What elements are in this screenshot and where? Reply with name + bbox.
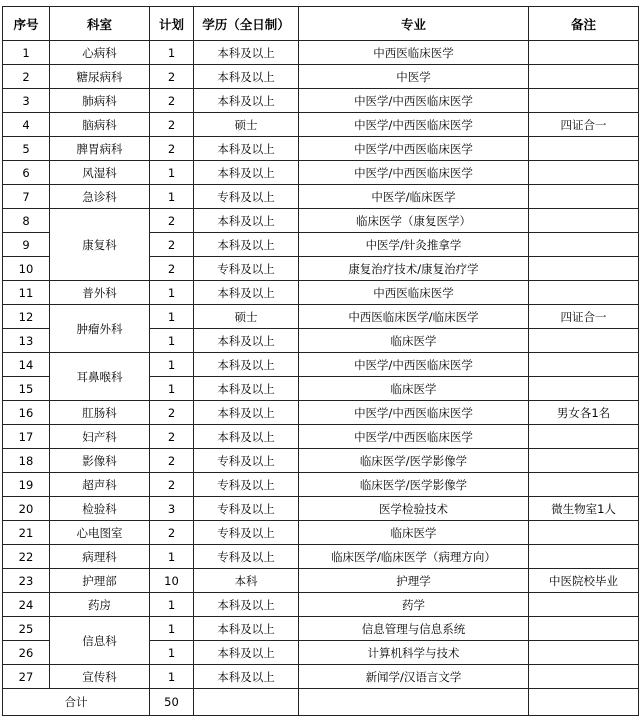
cell-seq: 9 <box>3 233 50 257</box>
cell-seq: 2 <box>3 65 50 89</box>
cell-seq: 24 <box>3 593 50 617</box>
cell-note: 男女各1名 <box>529 401 639 425</box>
cell-seq: 27 <box>3 665 50 689</box>
total-plan: 50 <box>150 689 194 716</box>
cell-edu: 本科及以上 <box>194 233 299 257</box>
cell-major: 康复治疗技术/康复治疗学 <box>299 257 529 281</box>
cell-plan: 1 <box>150 665 194 689</box>
cell-major: 中医学 <box>299 65 529 89</box>
table-row <box>3 569 639 593</box>
cell-seq: 1 <box>3 41 50 65</box>
cell-dept: 超声科 <box>50 473 150 497</box>
cell-plan: 2 <box>150 113 194 137</box>
cell-note <box>529 593 639 617</box>
cell-edu: 本科 <box>194 569 299 593</box>
cell-edu: 专科及以上 <box>194 257 299 281</box>
cell-dept: 脾胃病科 <box>50 137 150 161</box>
table-row <box>3 209 639 233</box>
table-row <box>3 137 639 161</box>
cell-edu: 本科及以上 <box>194 401 299 425</box>
cell-dept: 康复科 <box>50 209 150 281</box>
cell-note <box>529 89 639 113</box>
cell-plan: 1 <box>150 353 194 377</box>
cell-edu: 专科及以上 <box>194 185 299 209</box>
cell-seq: 4 <box>3 113 50 137</box>
cell-dept: 心电图室 <box>50 521 150 545</box>
cell-dept: 耳鼻喉科 <box>50 353 150 401</box>
table-row <box>3 497 639 521</box>
total-row <box>3 689 639 716</box>
cell-plan: 1 <box>150 281 194 305</box>
header-dept: 科室 <box>50 7 150 41</box>
header-note: 备注 <box>529 7 639 41</box>
cell-edu: 专科及以上 <box>194 473 299 497</box>
cell-plan: 1 <box>150 617 194 641</box>
cell-major: 中西医临床医学 <box>299 41 529 65</box>
cell-edu: 本科及以上 <box>194 665 299 689</box>
table-row <box>3 593 639 617</box>
cell-note: 四证合一 <box>529 113 639 137</box>
cell-edu: 硕士 <box>194 113 299 137</box>
cell-seq: 10 <box>3 257 50 281</box>
cell-seq: 7 <box>3 185 50 209</box>
cell-seq: 17 <box>3 425 50 449</box>
header-plan: 计划 <box>150 7 194 41</box>
cell-major: 临床医学 <box>299 521 529 545</box>
cell-plan: 2 <box>150 65 194 89</box>
cell-edu: 专科及以上 <box>194 521 299 545</box>
cell-major: 临床医学/临床医学（病理方向） <box>299 545 529 569</box>
cell-note <box>529 425 639 449</box>
cell-major: 中医学/中西医临床医学 <box>299 89 529 113</box>
cell-dept: 肺病科 <box>50 89 150 113</box>
table-row <box>3 449 639 473</box>
table-row <box>3 425 639 449</box>
cell-note <box>529 353 639 377</box>
cell-note: 四证合一 <box>529 305 639 329</box>
cell-seq: 12 <box>3 305 50 329</box>
cell-edu: 本科及以上 <box>194 593 299 617</box>
cell-plan: 1 <box>150 329 194 353</box>
cell-edu: 本科及以上 <box>194 41 299 65</box>
cell-major: 中医学/中西医临床医学 <box>299 113 529 137</box>
table-row <box>3 473 639 497</box>
cell-edu: 本科及以上 <box>194 65 299 89</box>
table-row <box>3 281 639 305</box>
cell-plan: 2 <box>150 233 194 257</box>
cell-seq: 8 <box>3 209 50 233</box>
cell-dept: 肿瘤外科 <box>50 305 150 353</box>
cell-edu: 本科及以上 <box>194 377 299 401</box>
cell-note <box>529 65 639 89</box>
cell-plan: 1 <box>150 641 194 665</box>
table-row <box>3 305 639 329</box>
total-label: 合计 <box>3 689 150 716</box>
cell-major: 护理学 <box>299 569 529 593</box>
cell-seq: 5 <box>3 137 50 161</box>
cell-plan: 1 <box>150 305 194 329</box>
cell-plan: 2 <box>150 209 194 233</box>
cell-major: 中医学/中西医临床医学 <box>299 161 529 185</box>
cell-seq: 14 <box>3 353 50 377</box>
cell-note <box>529 257 639 281</box>
header-row <box>3 7 639 41</box>
cell-plan: 2 <box>150 137 194 161</box>
cell-seq: 23 <box>3 569 50 593</box>
cell-dept: 信息科 <box>50 617 150 665</box>
cell-dept: 普外科 <box>50 281 150 305</box>
total-major-empty <box>299 689 529 716</box>
cell-note: 中医院校毕业 <box>529 569 639 593</box>
cell-edu: 本科及以上 <box>194 281 299 305</box>
cell-major: 中医学/针灸推拿学 <box>299 233 529 257</box>
cell-edu: 本科及以上 <box>194 329 299 353</box>
cell-major: 临床医学/医学影像学 <box>299 449 529 473</box>
cell-major: 中医学/中西医临床医学 <box>299 137 529 161</box>
cell-plan: 2 <box>150 89 194 113</box>
cell-note <box>529 281 639 305</box>
cell-edu: 专科及以上 <box>194 449 299 473</box>
recruitment-table <box>2 6 639 716</box>
total-note-empty <box>529 689 639 716</box>
cell-dept: 药房 <box>50 593 150 617</box>
cell-note <box>529 521 639 545</box>
cell-plan: 1 <box>150 185 194 209</box>
table-row <box>3 353 639 377</box>
cell-edu: 本科及以上 <box>194 617 299 641</box>
cell-note <box>529 161 639 185</box>
cell-seq: 13 <box>3 329 50 353</box>
cell-dept: 妇产科 <box>50 425 150 449</box>
cell-seq: 18 <box>3 449 50 473</box>
cell-plan: 1 <box>150 377 194 401</box>
table-row <box>3 41 639 65</box>
table-row <box>3 545 639 569</box>
cell-plan: 2 <box>150 473 194 497</box>
cell-edu: 本科及以上 <box>194 161 299 185</box>
cell-major: 信息管理与信息系统 <box>299 617 529 641</box>
cell-major: 中医学/临床医学 <box>299 185 529 209</box>
cell-note <box>529 137 639 161</box>
cell-note <box>529 665 639 689</box>
cell-dept: 宣传科 <box>50 665 150 689</box>
cell-note <box>529 377 639 401</box>
cell-seq: 3 <box>3 89 50 113</box>
cell-note <box>529 209 639 233</box>
cell-note <box>529 329 639 353</box>
cell-note: 微生物室1人 <box>529 497 639 521</box>
cell-edu: 本科及以上 <box>194 89 299 113</box>
cell-dept: 影像科 <box>50 449 150 473</box>
cell-major: 中医学/中西医临床医学 <box>299 401 529 425</box>
cell-seq: 22 <box>3 545 50 569</box>
cell-dept: 风湿科 <box>50 161 150 185</box>
cell-major: 中西医临床医学 <box>299 281 529 305</box>
cell-seq: 16 <box>3 401 50 425</box>
cell-dept: 检验科 <box>50 497 150 521</box>
cell-edu: 本科及以上 <box>194 209 299 233</box>
cell-note <box>529 41 639 65</box>
cell-edu: 专科及以上 <box>194 545 299 569</box>
cell-major: 新闻学/汉语言文学 <box>299 665 529 689</box>
cell-major: 中医学/中西医临床医学 <box>299 425 529 449</box>
table-row <box>3 185 639 209</box>
cell-dept: 脑病科 <box>50 113 150 137</box>
cell-dept: 护理部 <box>50 569 150 593</box>
cell-dept: 肛肠科 <box>50 401 150 425</box>
cell-dept: 糖尿病科 <box>50 65 150 89</box>
cell-major: 药学 <box>299 593 529 617</box>
cell-major: 中医学/中西医临床医学 <box>299 353 529 377</box>
cell-major: 计算机科学与技术 <box>299 641 529 665</box>
cell-plan: 2 <box>150 425 194 449</box>
cell-edu: 本科及以上 <box>194 137 299 161</box>
cell-note <box>529 185 639 209</box>
header-seq: 序号 <box>3 7 50 41</box>
table-row <box>3 161 639 185</box>
table-row <box>3 521 639 545</box>
cell-plan: 3 <box>150 497 194 521</box>
cell-edu: 专科及以上 <box>194 497 299 521</box>
cell-plan: 1 <box>150 161 194 185</box>
cell-plan: 1 <box>150 545 194 569</box>
cell-plan: 2 <box>150 521 194 545</box>
cell-major: 中西医临床医学/临床医学 <box>299 305 529 329</box>
cell-note <box>529 449 639 473</box>
table-row <box>3 89 639 113</box>
cell-seq: 6 <box>3 161 50 185</box>
cell-seq: 20 <box>3 497 50 521</box>
cell-plan: 1 <box>150 41 194 65</box>
cell-plan: 2 <box>150 401 194 425</box>
cell-dept: 心病科 <box>50 41 150 65</box>
cell-seq: 11 <box>3 281 50 305</box>
cell-note <box>529 617 639 641</box>
cell-major: 临床医学 <box>299 329 529 353</box>
header-major: 专业 <box>299 7 529 41</box>
table-row <box>3 65 639 89</box>
cell-note <box>529 545 639 569</box>
cell-major: 临床医学 <box>299 377 529 401</box>
total-edu-empty <box>194 689 299 716</box>
cell-plan: 2 <box>150 257 194 281</box>
cell-seq: 25 <box>3 617 50 641</box>
cell-edu: 本科及以上 <box>194 425 299 449</box>
cell-plan: 1 <box>150 593 194 617</box>
table-row <box>3 401 639 425</box>
table-row <box>3 617 639 641</box>
cell-note <box>529 233 639 257</box>
cell-plan: 2 <box>150 449 194 473</box>
cell-edu: 本科及以上 <box>194 353 299 377</box>
cell-major: 临床医学/医学影像学 <box>299 473 529 497</box>
cell-seq: 26 <box>3 641 50 665</box>
cell-note <box>529 641 639 665</box>
cell-plan: 10 <box>150 569 194 593</box>
cell-note <box>529 473 639 497</box>
cell-seq: 19 <box>3 473 50 497</box>
cell-edu: 硕士 <box>194 305 299 329</box>
cell-seq: 15 <box>3 377 50 401</box>
cell-dept: 病理科 <box>50 545 150 569</box>
cell-edu: 本科及以上 <box>194 641 299 665</box>
cell-major: 医学检验技术 <box>299 497 529 521</box>
cell-dept: 急诊科 <box>50 185 150 209</box>
cell-seq: 21 <box>3 521 50 545</box>
cell-major: 临床医学（康复医学） <box>299 209 529 233</box>
header-edu: 学历（全日制） <box>194 7 299 41</box>
table-row <box>3 665 639 689</box>
table-row <box>3 113 639 137</box>
